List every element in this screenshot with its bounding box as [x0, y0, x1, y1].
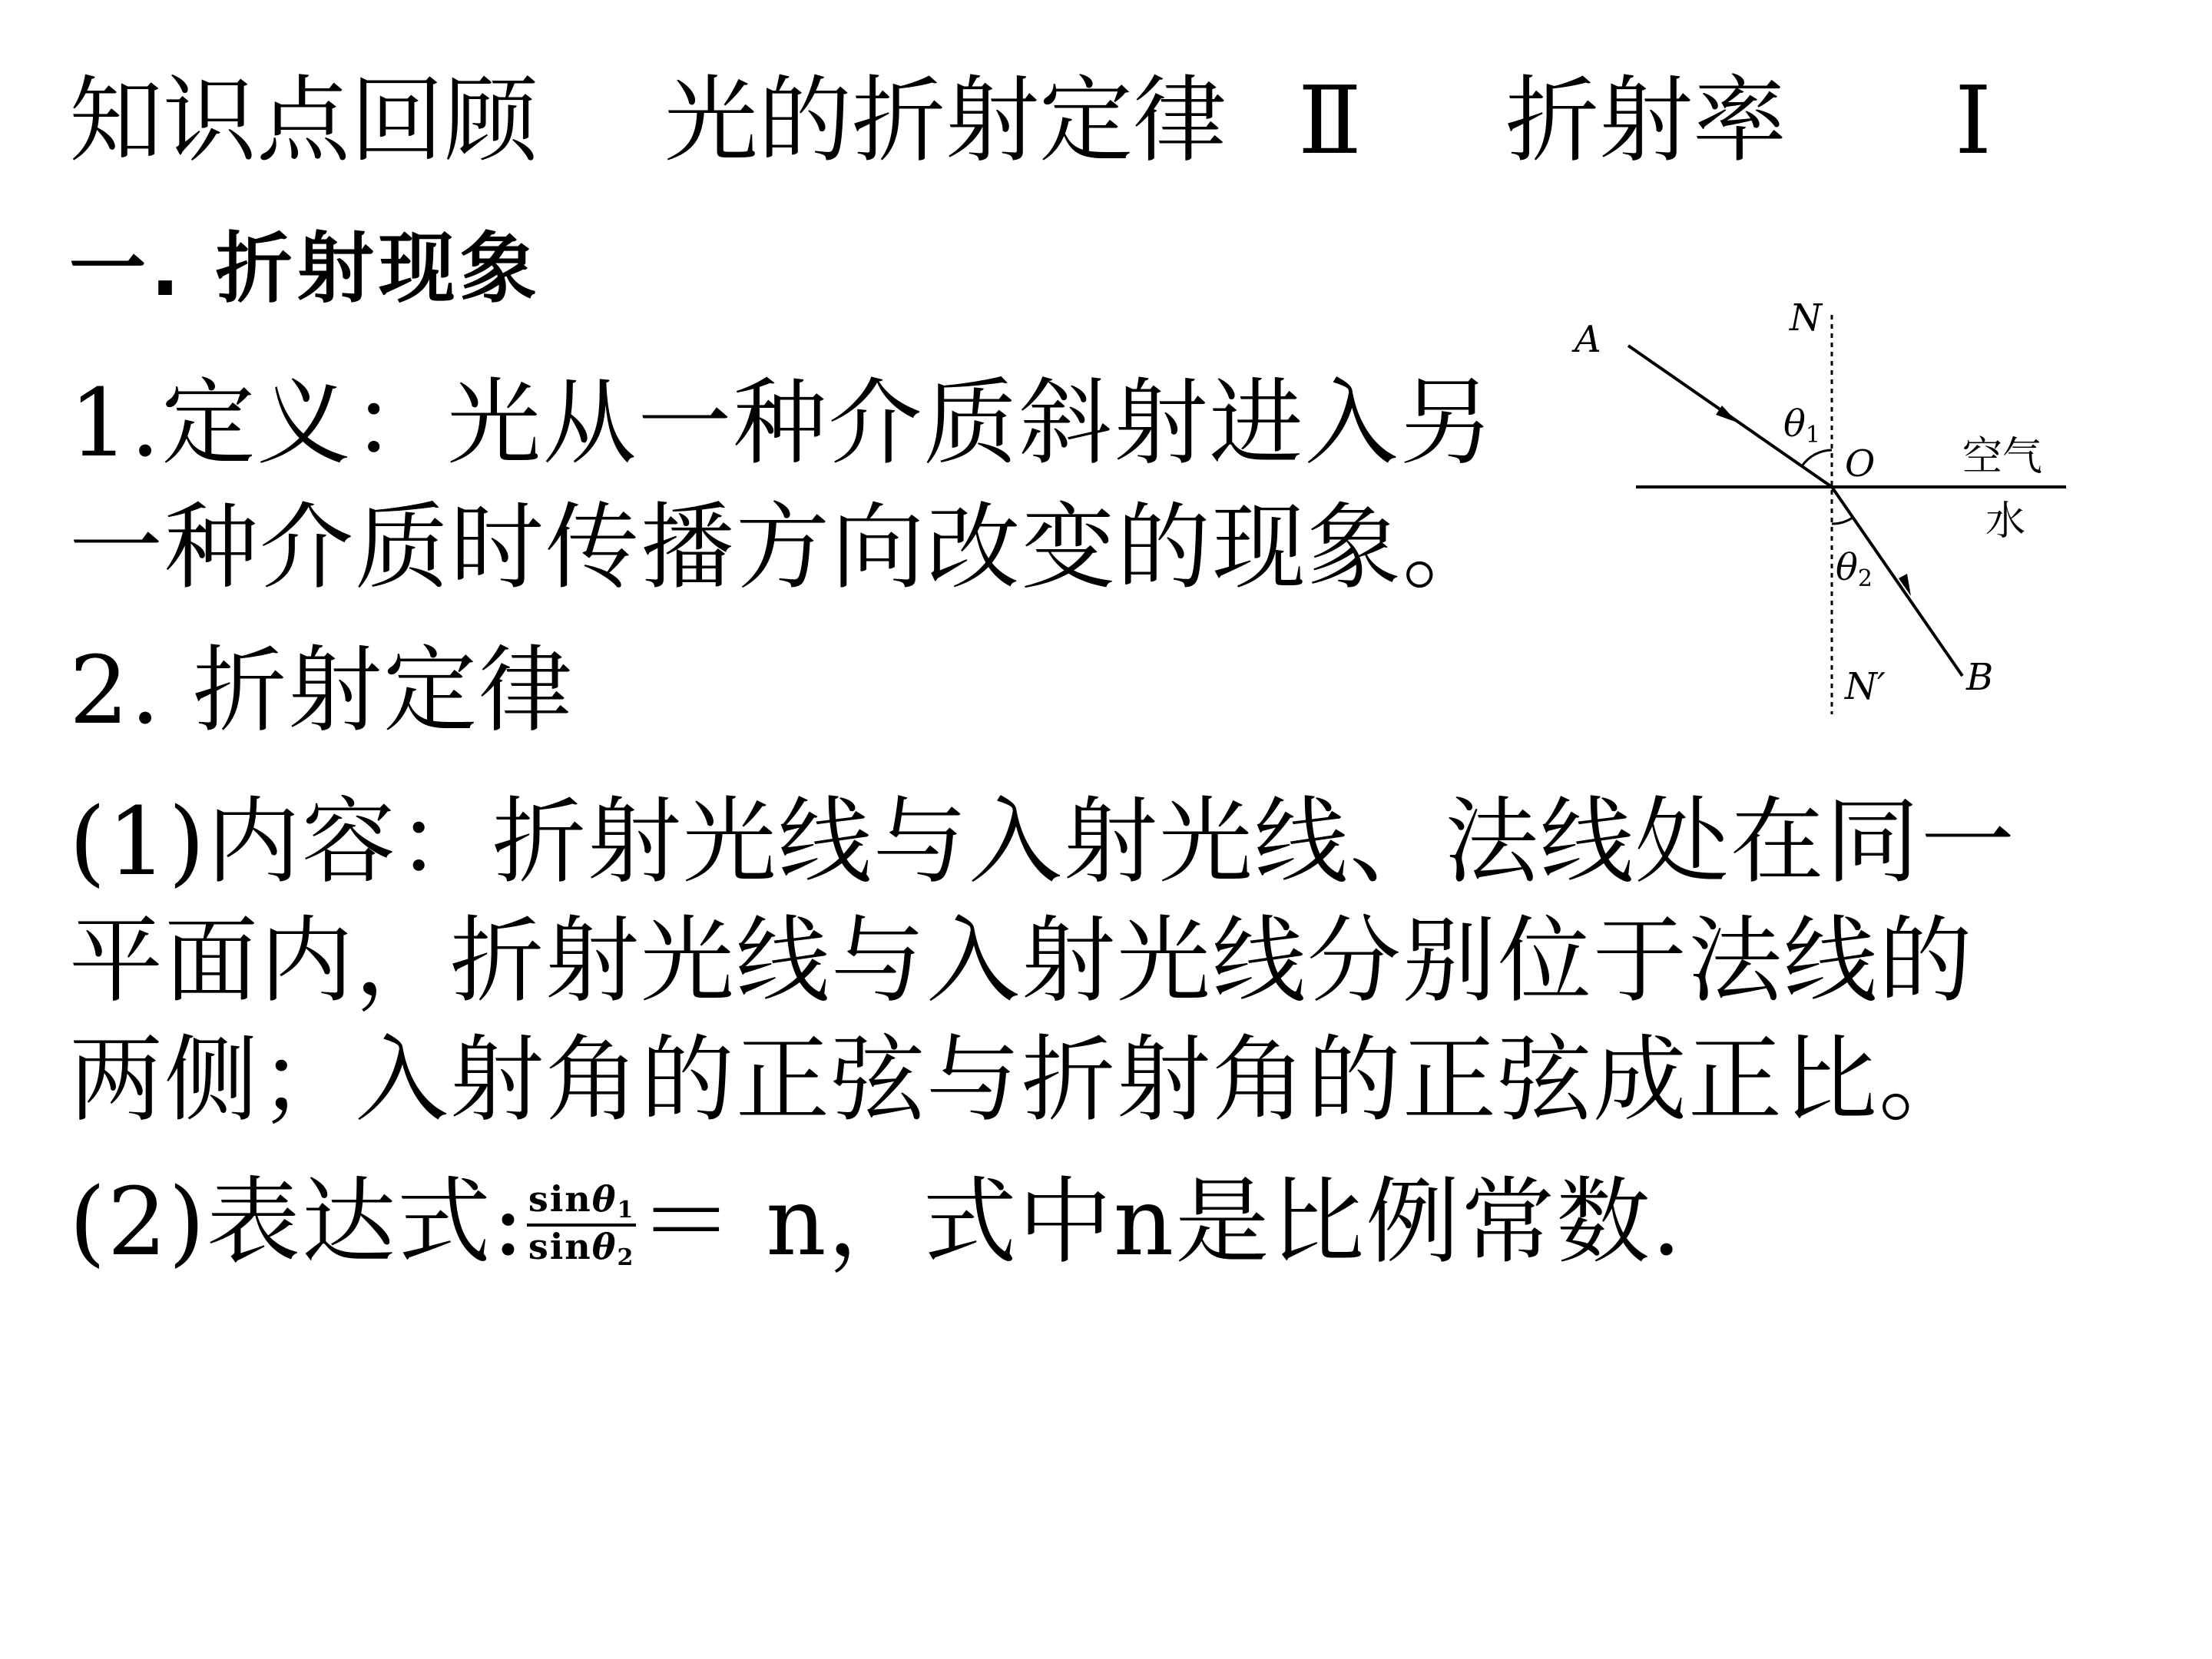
label-N: N	[1790, 300, 1822, 339]
medium-air-label: 空气	[1962, 434, 2043, 480]
label-theta2	[1836, 546, 1873, 592]
law-content-line-1: (1)内容：折射光线与入射光线、法线处在同一	[69, 787, 2016, 896]
section-heading: 一. 折射现象	[69, 224, 541, 313]
level-badge-1: Ⅱ	[1298, 66, 1362, 175]
label-A: A	[1575, 318, 1601, 361]
theta2-subscript: 2	[1857, 565, 1873, 592]
label-B: B	[1966, 656, 1994, 699]
numerator-theta: θ	[591, 1177, 618, 1220]
expression-line	[69, 1167, 1684, 1277]
label-O: O	[1845, 442, 1876, 485]
topic-refraction-law: 光的折射定律	[664, 66, 1227, 175]
label-N-prime: N′	[1845, 665, 1886, 708]
medium-water-label: 水	[1985, 498, 2026, 545]
numerator-sin: sin	[528, 1177, 592, 1220]
denominator-subscript: 2	[617, 1244, 635, 1272]
fraction-numerator	[527, 1177, 636, 1227]
law-heading: 2. 折射定律	[69, 636, 575, 745]
definition-line-1: 1.定义：光从一种介质斜射进入另	[69, 369, 1495, 478]
expression-prefix: (2)表达式:	[69, 1167, 525, 1277]
denominator-sin: sin	[528, 1226, 592, 1268]
expression-suffix: ＝ n，式中n是比例常数.	[639, 1167, 1684, 1277]
refraction-diagram	[1567, 300, 2104, 730]
topic-refractive-index: 折射率	[1505, 66, 1786, 175]
theta1-symbol: θ	[1783, 402, 1806, 445]
theta1-subscript: 1	[1805, 422, 1820, 449]
fraction-denominator	[527, 1227, 636, 1270]
level-badge-2: Ⅰ	[1955, 66, 1992, 175]
page-title: 知识点回顾	[69, 66, 538, 175]
numerator-subscript: 1	[617, 1196, 635, 1224]
sine-ratio-fraction	[527, 1177, 636, 1272]
denominator-theta: θ	[591, 1226, 618, 1268]
theta2-symbol: θ	[1836, 546, 1858, 589]
law-content-line-3: 两侧；入射角的正弦与折射角的正弦成正比。	[69, 1025, 1974, 1134]
law-content-line-2: 平面内，折射光线与入射光线分别位于法线的	[69, 906, 1974, 1015]
theta1-arc	[1802, 450, 1832, 466]
definition-line-2: 一种介质时传播方向改变的现象。	[69, 493, 1498, 602]
label-theta1	[1783, 402, 1820, 449]
theta2-arc	[1832, 518, 1853, 524]
